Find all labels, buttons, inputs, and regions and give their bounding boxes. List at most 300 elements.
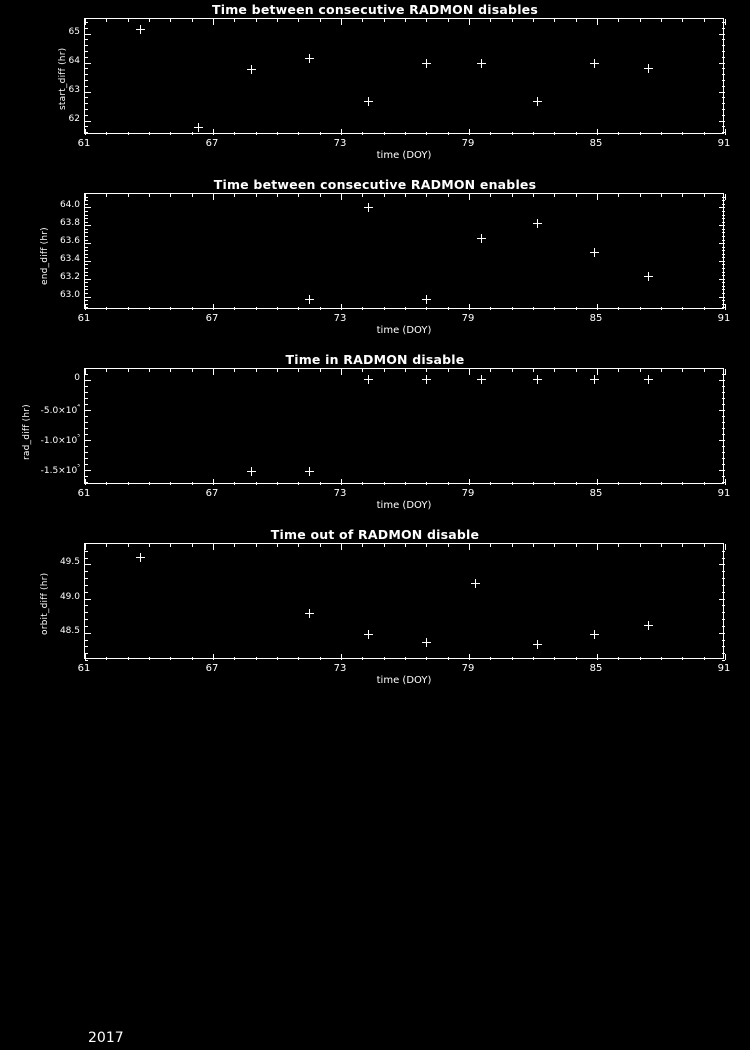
x-tick	[341, 654, 342, 660]
y-minor-tick	[722, 92, 725, 93]
y-minor-tick	[85, 109, 88, 110]
y-minor-tick	[85, 653, 88, 654]
y-minor-tick	[722, 222, 725, 223]
y-minor-tick	[85, 57, 88, 58]
x-minor-tick	[512, 482, 513, 485]
data-point-marker	[422, 295, 431, 304]
plot-area-orbit-diff	[84, 543, 724, 659]
x-minor-tick	[170, 657, 171, 660]
y-minor-tick	[722, 45, 725, 46]
y-minor-tick	[85, 39, 88, 40]
y-minor-tick	[85, 272, 88, 273]
x-minor-tick	[576, 307, 577, 310]
y-minor-tick	[85, 115, 88, 116]
x-minor-tick	[128, 369, 129, 372]
axis-label-y-end-diff: end_diff (hr)	[40, 227, 50, 285]
x-minor-tick	[277, 132, 278, 135]
x-minor-tick	[384, 307, 385, 310]
y-minor-tick	[85, 564, 88, 565]
y-minor-tick	[722, 207, 725, 208]
y-minor-tick	[85, 207, 88, 208]
y-minor-tick	[722, 386, 725, 387]
x-minor-tick	[234, 482, 235, 485]
y-minor-tick	[722, 272, 725, 273]
y-minor-tick	[85, 585, 88, 586]
y-minor-tick	[85, 68, 88, 69]
x-minor-tick	[640, 657, 641, 660]
axis-label-x-start-diff: time (DOY)	[376, 150, 432, 161]
y-minor-tick	[85, 204, 88, 205]
x-minor-tick	[704, 369, 705, 372]
x-minor-tick	[618, 657, 619, 660]
x-minor-tick	[234, 132, 235, 135]
y-minor-tick	[722, 236, 725, 237]
y-minor-tick	[85, 626, 88, 627]
x-minor-tick	[533, 657, 534, 660]
data-point-marker	[471, 579, 480, 588]
y-minor-tick	[85, 571, 88, 572]
panel-title-rad-diff: Time in RADMON disable	[285, 352, 465, 367]
x-tick	[341, 19, 342, 25]
y-minor-tick	[722, 229, 725, 230]
data-point-marker	[305, 467, 314, 476]
y-minor-tick	[85, 297, 88, 298]
plot-area-start-diff	[84, 18, 724, 134]
x-minor-tick	[405, 544, 406, 547]
x-minor-tick	[640, 369, 641, 372]
x-minor-tick	[618, 132, 619, 135]
x-minor-tick	[512, 369, 513, 372]
y-minor-tick	[722, 268, 725, 269]
x-tick	[597, 304, 598, 310]
y-minor-tick	[85, 92, 88, 93]
x-minor-tick	[576, 132, 577, 135]
y-minor-tick	[722, 300, 725, 301]
y-tick-label: 0	[74, 372, 80, 383]
y-minor-tick	[722, 585, 725, 586]
y-minor-tick	[85, 200, 88, 201]
y-tick-label: 49.0	[59, 591, 80, 602]
y-minor-tick	[722, 446, 725, 447]
y-minor-tick	[722, 434, 725, 435]
x-minor-tick	[512, 544, 513, 547]
y-tick-label: 63.0	[59, 289, 80, 300]
x-minor-tick	[426, 132, 427, 135]
x-minor-tick	[277, 19, 278, 22]
y-minor-tick	[85, 446, 88, 447]
y-minor-tick	[85, 247, 88, 248]
x-minor-tick	[618, 19, 619, 22]
x-minor-tick	[640, 132, 641, 135]
data-point-marker	[590, 375, 599, 384]
y-minor-tick	[722, 476, 725, 477]
y-minor-tick	[722, 126, 725, 127]
y-minor-tick	[85, 304, 88, 305]
y-tick-label: 63.8	[59, 218, 80, 229]
y-minor-tick	[722, 200, 725, 201]
data-point-marker	[644, 621, 653, 630]
x-minor-tick	[682, 132, 683, 135]
y-minor-tick	[722, 80, 725, 81]
x-tick	[469, 194, 470, 200]
x-tick	[725, 369, 726, 375]
x-tick-label: 79	[461, 138, 475, 149]
x-minor-tick	[576, 544, 577, 547]
y-minor-tick	[722, 482, 725, 483]
y-minor-tick	[85, 34, 88, 35]
x-tick-label: 61	[77, 663, 91, 674]
x-minor-tick	[277, 544, 278, 547]
x-minor-tick	[405, 369, 406, 372]
x-minor-tick	[704, 194, 705, 197]
x-tick-label: 91	[717, 663, 731, 674]
y-minor-tick	[85, 250, 88, 251]
x-tick	[725, 654, 726, 660]
plot-area-rad-diff	[84, 368, 724, 484]
x-minor-tick	[405, 657, 406, 660]
y-minor-tick	[722, 392, 725, 393]
panel-rad-diff	[0, 350, 750, 525]
x-tick	[469, 369, 470, 375]
x-minor-tick	[362, 132, 363, 135]
x-tick-label: 67	[205, 138, 219, 149]
x-tick	[469, 479, 470, 485]
x-minor-tick	[576, 369, 577, 372]
y-minor-tick	[85, 464, 88, 465]
data-point-marker	[477, 234, 486, 243]
panel-orbit-diff	[0, 525, 750, 700]
x-minor-tick	[426, 657, 427, 660]
data-point-marker	[194, 123, 203, 132]
y-minor-tick	[85, 416, 88, 417]
data-point-marker	[136, 553, 145, 562]
y-tick-label: $-1.0\times 10^{^5}$	[40, 432, 80, 446]
x-minor-tick	[490, 369, 491, 372]
x-minor-tick	[448, 194, 449, 197]
x-tick-label: 73	[333, 488, 347, 499]
x-minor-tick	[640, 307, 641, 310]
x-minor-tick	[149, 194, 150, 197]
x-minor-tick	[320, 307, 321, 310]
y-minor-tick	[722, 264, 725, 265]
y-minor-tick	[722, 605, 725, 606]
data-point-marker	[590, 59, 599, 68]
x-minor-tick	[661, 544, 662, 547]
y-minor-tick	[85, 28, 88, 29]
x-minor-tick	[618, 194, 619, 197]
y-minor-tick	[722, 68, 725, 69]
x-minor-tick	[277, 657, 278, 660]
y-minor-tick	[722, 464, 725, 465]
y-minor-tick	[85, 22, 88, 23]
y-minor-tick	[85, 619, 88, 620]
x-minor-tick	[298, 194, 299, 197]
y-minor-tick	[85, 80, 88, 81]
x-minor-tick	[661, 194, 662, 197]
x-tick	[213, 129, 214, 135]
x-minor-tick	[533, 19, 534, 22]
x-minor-tick	[256, 544, 257, 547]
plot-area-end-diff	[84, 193, 724, 309]
x-tick	[341, 544, 342, 550]
x-minor-tick	[149, 482, 150, 485]
x-minor-tick	[277, 194, 278, 197]
y-minor-tick	[722, 289, 725, 290]
x-minor-tick	[362, 307, 363, 310]
panel-end-diff	[0, 175, 750, 350]
x-minor-tick	[448, 307, 449, 310]
y-tick-label: 65	[68, 26, 80, 37]
x-minor-tick	[448, 369, 449, 372]
x-minor-tick	[448, 657, 449, 660]
x-minor-tick	[682, 657, 683, 660]
x-minor-tick	[170, 369, 171, 372]
x-tick	[725, 304, 726, 310]
x-tick	[469, 304, 470, 310]
x-minor-tick	[320, 19, 321, 22]
y-minor-tick	[85, 612, 88, 613]
y-minor-tick	[722, 275, 725, 276]
y-minor-tick	[722, 215, 725, 216]
axis-label-x-orbit-diff: time (DOY)	[376, 675, 432, 686]
x-minor-tick	[192, 19, 193, 22]
y-minor-tick	[722, 132, 725, 133]
y-tick-label: 48.5	[59, 625, 80, 636]
x-minor-tick	[426, 307, 427, 310]
data-point-marker	[247, 467, 256, 476]
x-minor-tick	[128, 132, 129, 135]
y-minor-tick	[722, 243, 725, 244]
x-minor-tick	[490, 194, 491, 197]
y-tick-label: $-5.0\times 10^{^4}$	[40, 402, 80, 416]
x-tick-label: 73	[333, 138, 347, 149]
panel-title-orbit-diff: Time out of RADMON disable	[270, 527, 480, 542]
x-minor-tick	[576, 657, 577, 660]
x-minor-tick	[256, 369, 257, 372]
x-tick	[469, 19, 470, 25]
data-point-marker	[364, 630, 373, 639]
x-tick	[725, 129, 726, 135]
y-minor-tick	[722, 646, 725, 647]
y-minor-tick	[722, 97, 725, 98]
x-minor-tick	[170, 544, 171, 547]
x-tick	[213, 194, 214, 200]
data-point-marker	[305, 609, 314, 618]
x-minor-tick	[426, 544, 427, 547]
y-minor-tick	[85, 97, 88, 98]
x-tick	[213, 19, 214, 25]
x-minor-tick	[128, 19, 129, 22]
data-point-marker	[590, 248, 599, 257]
y-minor-tick	[722, 374, 725, 375]
x-minor-tick	[149, 19, 150, 22]
x-minor-tick	[512, 19, 513, 22]
x-tick	[213, 544, 214, 550]
y-minor-tick	[722, 51, 725, 52]
x-minor-tick	[192, 657, 193, 660]
y-minor-tick	[722, 551, 725, 552]
data-point-marker	[422, 375, 431, 384]
x-minor-tick	[384, 194, 385, 197]
x-minor-tick	[149, 657, 150, 660]
y-minor-tick	[722, 34, 725, 35]
x-minor-tick	[405, 194, 406, 197]
y-minor-tick	[85, 452, 88, 453]
y-minor-tick	[722, 103, 725, 104]
data-point-marker	[644, 64, 653, 73]
y-minor-tick	[85, 268, 88, 269]
x-minor-tick	[426, 369, 427, 372]
y-minor-tick	[722, 293, 725, 294]
panel-start-diff	[0, 0, 750, 175]
x-minor-tick	[661, 132, 662, 135]
y-minor-tick	[85, 225, 88, 226]
y-minor-tick	[722, 307, 725, 308]
x-minor-tick	[533, 544, 534, 547]
x-minor-tick	[106, 19, 107, 22]
y-minor-tick	[85, 275, 88, 276]
x-minor-tick	[682, 482, 683, 485]
x-minor-tick	[298, 482, 299, 485]
data-point-marker	[422, 59, 431, 68]
x-minor-tick	[256, 657, 257, 660]
data-point-marker	[477, 59, 486, 68]
y-minor-tick	[85, 261, 88, 262]
x-minor-tick	[576, 19, 577, 22]
x-minor-tick	[320, 369, 321, 372]
x-minor-tick	[661, 482, 662, 485]
x-minor-tick	[448, 482, 449, 485]
y-minor-tick	[85, 458, 88, 459]
x-tick	[213, 369, 214, 375]
x-tick	[213, 479, 214, 485]
y-minor-tick	[722, 578, 725, 579]
x-tick-label: 85	[589, 313, 603, 324]
x-minor-tick	[704, 19, 705, 22]
x-minor-tick	[490, 482, 491, 485]
y-tick-label: 63.2	[59, 271, 80, 282]
x-minor-tick	[106, 544, 107, 547]
y-minor-tick	[722, 86, 725, 87]
y-minor-tick	[85, 470, 88, 471]
y-minor-tick	[85, 132, 88, 133]
y-minor-tick	[722, 218, 725, 219]
x-tick-label: 67	[205, 488, 219, 499]
x-tick-label: 61	[77, 488, 91, 499]
x-minor-tick	[405, 132, 406, 135]
y-minor-tick	[722, 57, 725, 58]
x-minor-tick	[533, 369, 534, 372]
data-point-marker	[590, 630, 599, 639]
axis-label-x-rad-diff: time (DOY)	[376, 500, 432, 511]
x-minor-tick	[170, 132, 171, 135]
x-minor-tick	[362, 19, 363, 22]
y-minor-tick	[85, 482, 88, 483]
x-minor-tick	[192, 482, 193, 485]
x-minor-tick	[298, 544, 299, 547]
data-point-marker	[644, 272, 653, 281]
data-point-marker	[305, 54, 314, 63]
y-minor-tick	[85, 592, 88, 593]
x-minor-tick	[490, 19, 491, 22]
data-point-marker	[477, 375, 486, 384]
x-minor-tick	[682, 369, 683, 372]
y-minor-tick	[85, 286, 88, 287]
data-point-marker	[364, 97, 373, 106]
y-minor-tick	[722, 470, 725, 471]
y-minor-tick	[85, 633, 88, 634]
x-minor-tick	[149, 132, 150, 135]
y-minor-tick	[722, 599, 725, 600]
year-label: 2017	[88, 1030, 124, 1046]
y-minor-tick	[722, 653, 725, 654]
x-minor-tick	[106, 482, 107, 485]
x-minor-tick	[106, 194, 107, 197]
x-tick	[469, 654, 470, 660]
x-minor-tick	[490, 132, 491, 135]
panel-title-start-diff: Time between consecutive RADMON disables	[212, 2, 538, 17]
x-minor-tick	[192, 307, 193, 310]
x-minor-tick	[533, 132, 534, 135]
y-minor-tick	[722, 304, 725, 305]
x-minor-tick	[234, 19, 235, 22]
y-minor-tick	[722, 115, 725, 116]
x-minor-tick	[298, 19, 299, 22]
x-tick	[341, 479, 342, 485]
x-minor-tick	[448, 132, 449, 135]
x-minor-tick	[384, 482, 385, 485]
y-tick-label: $-1.5\times 10^{^5}$	[40, 462, 80, 476]
y-minor-tick	[722, 225, 725, 226]
y-minor-tick	[722, 247, 725, 248]
x-tick	[341, 129, 342, 135]
x-minor-tick	[362, 194, 363, 197]
y-minor-tick	[722, 286, 725, 287]
x-minor-tick	[554, 482, 555, 485]
y-minor-tick	[85, 410, 88, 411]
y-minor-tick	[722, 282, 725, 283]
y-tick-label: 62	[68, 113, 80, 124]
x-minor-tick	[298, 307, 299, 310]
y-minor-tick	[85, 45, 88, 46]
y-minor-tick	[85, 103, 88, 104]
x-tick-label: 73	[333, 313, 347, 324]
y-minor-tick	[85, 236, 88, 237]
y-minor-tick	[85, 243, 88, 244]
y-minor-tick	[722, 564, 725, 565]
x-minor-tick	[384, 19, 385, 22]
x-minor-tick	[320, 544, 321, 547]
y-minor-tick	[722, 440, 725, 441]
x-minor-tick	[618, 482, 619, 485]
axis-label-x-end-diff: time (DOY)	[376, 325, 432, 336]
y-tick-label: 64.0	[59, 200, 80, 211]
y-minor-tick	[85, 211, 88, 212]
x-minor-tick	[298, 369, 299, 372]
x-minor-tick	[490, 307, 491, 310]
x-minor-tick	[384, 657, 385, 660]
x-tick	[341, 304, 342, 310]
x-minor-tick	[256, 482, 257, 485]
y-minor-tick	[722, 297, 725, 298]
y-tick-label: 49.5	[59, 557, 80, 568]
x-minor-tick	[320, 194, 321, 197]
x-minor-tick	[405, 482, 406, 485]
x-minor-tick	[277, 482, 278, 485]
x-minor-tick	[106, 307, 107, 310]
x-minor-tick	[554, 544, 555, 547]
x-minor-tick	[704, 132, 705, 135]
